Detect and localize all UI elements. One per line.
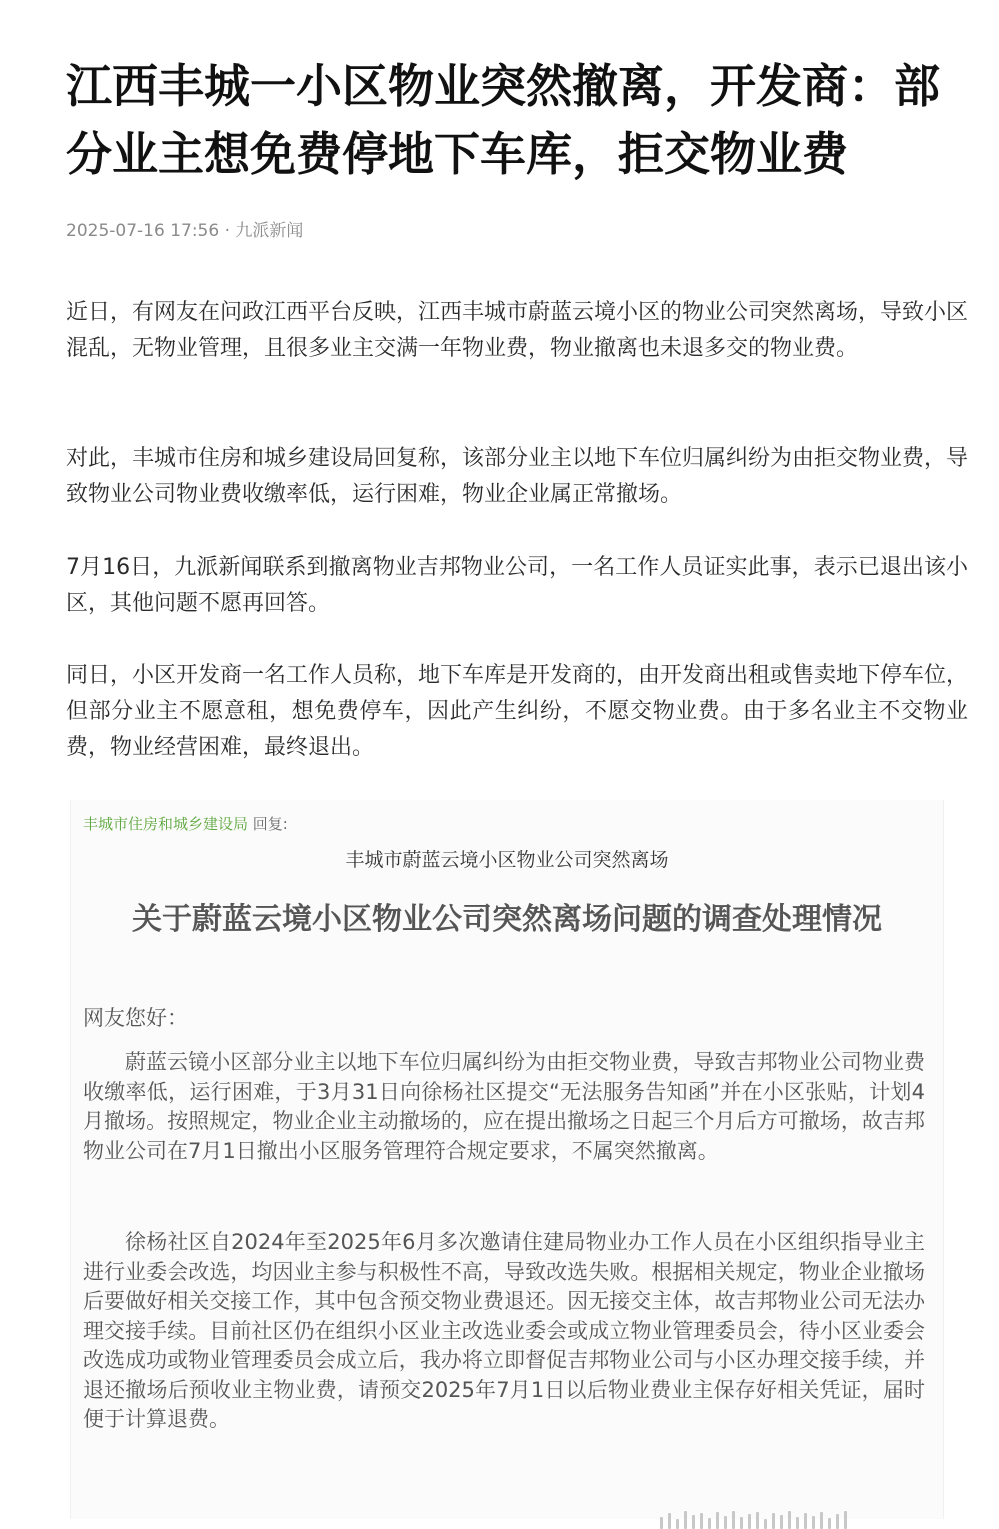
article-paragraph-4: 同日，小区开发商一名工作人员称，地下车库是开发商的，由开发商出租或售卖地下停车位，但部分业主不愿意租，想免费停车，因此产生纠纷，不愿交物业费。由于多名业主不交物业费，物业经营困难，最终退出。 [66, 663, 969, 760]
article-paragraph-3: 7月16日，九派新闻联系到撤离物业吉邦物业公司，一名工作人员证实此事，表示已退出该小区，其他问题不愿再回答。 [66, 555, 968, 616]
reply-org: 丰城市住房和城乡建设局 [83, 815, 249, 833]
article-meta: 2025-07-16 17:56 · 九派新闻 [66, 221, 304, 241]
reply-label: 回复: [252, 815, 288, 833]
reply-greeting: 网友您好： [83, 1006, 188, 1030]
article-paragraph-2: 对此，丰城市住房和城乡建设局回复称，该部分业主以地下车位归属纠纷为由拒交物业费，导致物业公司物业费收缴率低，运行困难，物业企业属正常撤场。 [66, 446, 969, 507]
reply-subtitle: 丰城市蔚蓝云境小区物业公司突然离场 [345, 849, 669, 871]
article-title: 江西丰城一小区物业突然撤离，开发商：部分业主想免费停地下车库，拒交物业费 [66, 59, 940, 181]
reply-paragraph-2: 徐杨社区自2024年至2025年6月多次邀请住建局物业办工作人员在小区组织指导业主进行业委会改选，均因业主参与积极性不高，导致改选失败。根据相关规定，物业企业撤场后要做好相关交接工作，其中包含预交物业费退还。因无接交主体，故吉邦物业公司无法办理交接手续。目前社区仍在组织小区业主改选业委会或成立物业管理委员会，待小区业委会改选成功或物业管理委员会成立后，我办将立即督促吉邦物业公司与小区办理交接手续，并退还撤场后预收业主物业费，请预交2025年7月1日以后物业费业主保存好相关凭证，届时便于计算退费。 [83, 1230, 925, 1431]
watermark-barcode [660, 1505, 940, 1529]
reply-document-image [70, 800, 944, 1519]
article-paragraph-1: 近日，有网友在问政江西平台反映，江西丰城市蔚蓝云境小区的物业公司突然离场，导致小区混乱，无物业管理，且很多业主交满一年物业费，物业撤离也未退多交的物业费。 [66, 300, 969, 361]
reply-header [83, 814, 288, 834]
reply-title: 关于蔚蓝云境小区物业公司突然离场问题的调查处理情况 [132, 902, 882, 937]
reply-paragraph-1: 蔚蓝云镜小区部分业主以地下车位归属纠纷为由拒交物业费，导致吉邦物业公司物业费收缴率低，运行困难，于3月31日向徐杨社区提交“无法服务告知函”并在小区张贴，计划4月撤场。按照规定，物业企业主动撤场的，应在提出撤场之日起三个月后方可撤场，故吉邦物业公司在7月1日撤出小区服务管理符合规定要求，不属突然撤离。 [83, 1050, 925, 1163]
